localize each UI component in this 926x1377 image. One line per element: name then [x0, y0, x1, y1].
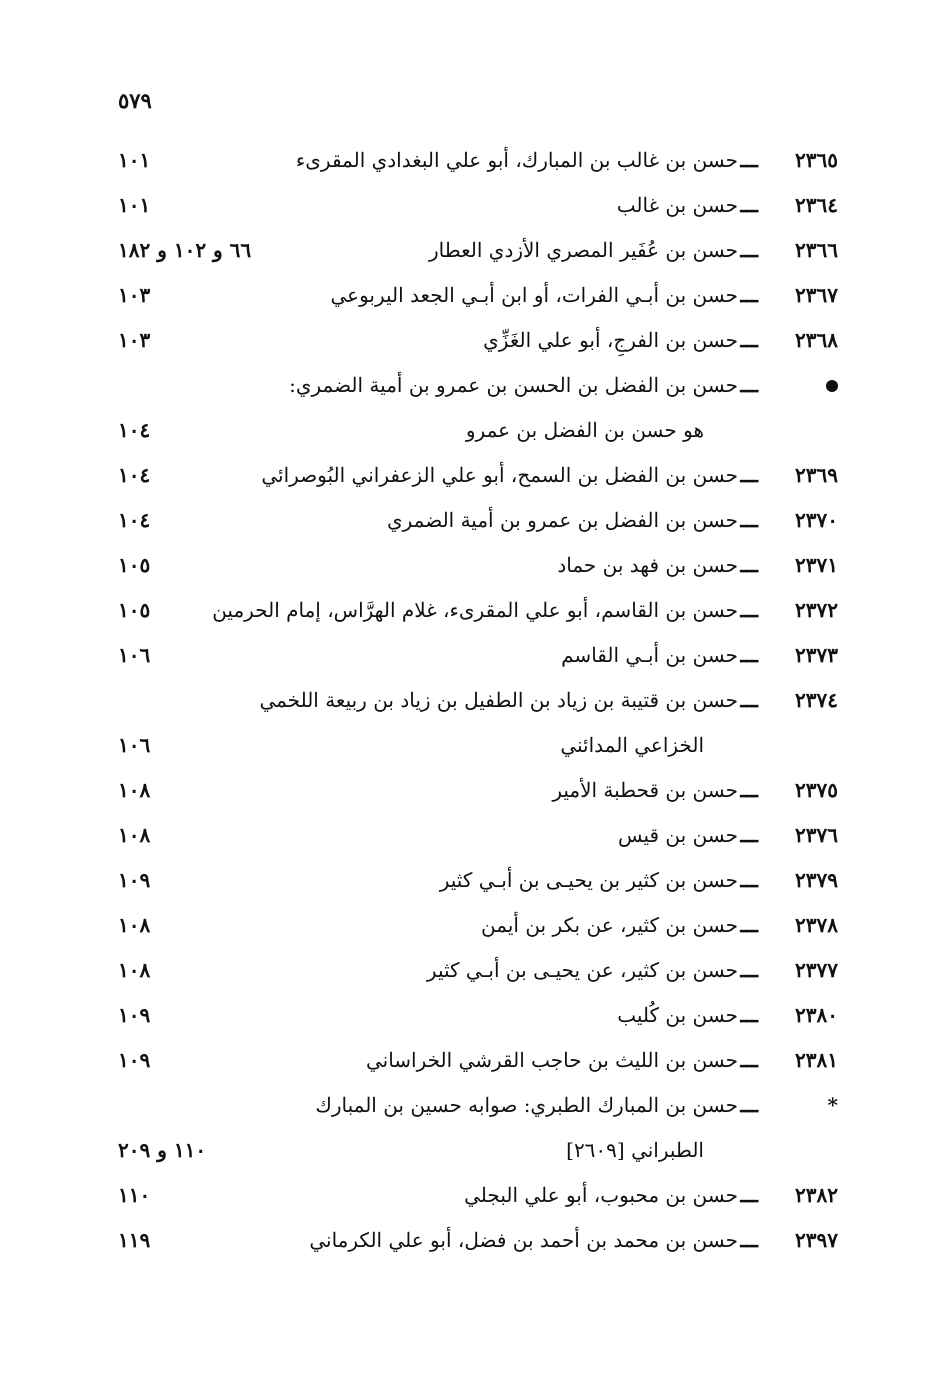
entry-name: حسن بن كثير، عن بكر بن أيمن	[481, 913, 738, 937]
index-entry	[0, 543, 926, 588]
index-entry	[0, 948, 926, 993]
entry-name: حسن بن الفضل بن الحسن بن عمرو بن أمية الضمري:	[289, 373, 738, 397]
entry-name: حسن بن كثير بن يحيـى بن أبـي كثير	[439, 868, 738, 892]
bullet-marker-icon	[826, 380, 838, 392]
entry-name: حسن بن قيس	[617, 823, 738, 847]
entry-pages: ١٠٣	[118, 283, 151, 307]
entry-dash: ـــ	[740, 238, 758, 262]
entry-number: ٢٣٧٩	[795, 868, 838, 892]
entry-pages: ١٠٨	[118, 823, 151, 847]
entry-pages: ١٠٥	[118, 598, 151, 622]
entry-dash: ـــ	[740, 643, 758, 667]
index-entry	[0, 318, 926, 363]
entry-name: حسن بن أبـي القاسم	[561, 643, 738, 667]
entry-pages: ١٠٤	[118, 418, 151, 442]
index-entry	[0, 453, 926, 498]
index-entry	[0, 588, 926, 633]
entry-dash: ـــ	[740, 1003, 758, 1027]
entry-dash: ـــ	[740, 778, 758, 802]
entry-pages: ١١٩	[118, 1228, 151, 1252]
entry-name: حسن بن القاسم، أبو علي المقرىء، غلام الهرَّاس، إمام الحرمين	[212, 598, 738, 622]
index-entry	[0, 768, 926, 813]
entry-dash: ـــ	[740, 328, 758, 352]
entry-dash: ـــ	[740, 283, 758, 307]
index-entry	[0, 273, 926, 318]
index-entry	[0, 678, 926, 723]
entry-dash: ـــ	[740, 148, 758, 172]
entry-number: ٢٣٦٨	[795, 328, 838, 352]
index-entry-continuation	[0, 1128, 926, 1173]
index-entry	[0, 183, 926, 228]
entry-pages: ١٠١	[118, 148, 151, 172]
entry-pages: ١٠٣	[118, 328, 151, 352]
entry-continuation: الخزاعي المدائني	[560, 733, 704, 757]
entry-pages: ١٠٦	[118, 643, 151, 667]
entry-number: ٢٣٧١	[795, 553, 838, 577]
entry-number: ٢٣٧٤	[795, 688, 838, 712]
entry-name: حسن بن محمد بن أحمد بن فضل، أبو علي الكرماني	[309, 1228, 738, 1252]
entry-pages: ١١٠	[118, 1183, 151, 1207]
index-entry	[0, 858, 926, 903]
entry-name: حسن بن الفرجِ، أبو علي الغَزِّي	[483, 328, 738, 352]
entry-name: حسن بن قحطبة الأمير	[552, 778, 738, 802]
entry-dash: ـــ	[740, 193, 758, 217]
entry-name: حسن بن كثير، عن يحيـى بن أبـي كثير	[426, 958, 738, 982]
entry-continuation: الطبراني [٢٦٠٩]	[566, 1138, 704, 1162]
entry-dash: ـــ	[740, 1048, 758, 1072]
entry-name: حسن بن المبارك الطبري: صوابه حسين بن المبارك	[315, 1093, 738, 1117]
entry-number: ٢٣٧٢	[795, 598, 838, 622]
asterisk-marker-icon: *	[827, 1093, 838, 1117]
entry-pages: ١٠٤	[118, 463, 151, 487]
entry-dash: ـــ	[740, 373, 758, 397]
entry-name: حسن بن أبـي الفرات، أو ابن أبـي الجعد اليربوعي	[330, 283, 738, 307]
entry-name: حسن بن غالب	[616, 193, 738, 217]
entry-pages: ١٠٦	[118, 733, 151, 757]
entry-pages: ١٠٥	[118, 553, 151, 577]
entry-name: حسن بن الفضل بن عمرو بن أمية الضمري	[386, 508, 738, 532]
entry-pages: ١٠٩	[118, 868, 151, 892]
entry-dash: ـــ	[740, 913, 758, 937]
entry-name: حسن بن غالب بن المبارك، أبو علي البغدادي المقرىء	[295, 148, 738, 172]
entry-dash: ـــ	[740, 688, 758, 712]
entry-name: حسن بن الليث بن حاجب القرشي الخراساني	[365, 1048, 738, 1072]
entry-pages: ١٠١	[118, 193, 151, 217]
index-list	[0, 138, 926, 1263]
entry-number: ٢٣٨٢	[795, 1183, 838, 1207]
entry-name: حسن بن الفضل بن السمح، أبو علي الزعفراني البُوصرائي	[261, 463, 738, 487]
index-entry	[0, 228, 926, 273]
entry-number: ٢٣٧٨	[795, 913, 838, 937]
index-entry	[0, 138, 926, 183]
index-entry	[0, 1038, 926, 1083]
entry-pages: ١٠٨	[118, 778, 151, 802]
entry-dash: ـــ	[740, 1093, 758, 1117]
entry-pages: ١١٠ و ٢٠٩	[118, 1138, 207, 1162]
entry-number: ٢٣٨٠	[795, 1003, 838, 1027]
entry-dash: ـــ	[740, 868, 758, 892]
entry-dash: ـــ	[740, 508, 758, 532]
entry-number: ٢٣٧٠	[795, 508, 838, 532]
index-entry	[0, 813, 926, 858]
entry-number: ٢٣٩٧	[795, 1228, 838, 1252]
entry-number: ٢٣٧٣	[795, 643, 838, 667]
entry-number: ٢٣٦٧	[795, 283, 838, 307]
index-entry	[0, 993, 926, 1038]
index-entry-continuation	[0, 723, 926, 768]
index-entry-crossref	[0, 363, 926, 408]
entry-name: حسن بن قتيبة بن زياد بن الطفيل بن زياد بن ربيعة اللخمي	[259, 688, 738, 712]
entry-pages: ١٠٨	[118, 958, 151, 982]
page-number: ٥٧٩	[118, 88, 152, 113]
index-entry	[0, 1218, 926, 1263]
entry-pages: ٦٦ و ١٠٢ و ١٨٢	[118, 238, 252, 262]
entry-name: حسن بن فهد بن حماد	[557, 553, 738, 577]
entry-number: ٢٣٧٦	[795, 823, 838, 847]
entry-continuation: هو حسن بن الفضل بن عمرو	[465, 418, 704, 442]
entry-number: ٢٣٦٩	[795, 463, 838, 487]
entry-dash: ـــ	[740, 1228, 758, 1252]
index-entry-continuation	[0, 408, 926, 453]
index-entry	[0, 633, 926, 678]
index-entry	[0, 498, 926, 543]
entry-number: ٢٣٦٥	[795, 148, 838, 172]
entry-dash: ـــ	[740, 463, 758, 487]
entry-dash: ـــ	[740, 823, 758, 847]
entry-number: ٢٣٨١	[795, 1048, 838, 1072]
entry-dash: ـــ	[740, 598, 758, 622]
entry-name: حسن بن عُفَير المصري الأزدي العطار	[428, 238, 738, 262]
entry-number: ٢٣٧٧	[795, 958, 838, 982]
index-entry	[0, 903, 926, 948]
entry-pages: ١٠٨	[118, 913, 151, 937]
entry-number: ٢٣٦٦	[795, 238, 838, 262]
entry-number: ٢٣٧٥	[795, 778, 838, 802]
entry-pages: ١٠٩	[118, 1003, 151, 1027]
entry-pages: ١٠٤	[118, 508, 151, 532]
entry-dash: ـــ	[740, 1183, 758, 1207]
index-entry	[0, 1173, 926, 1218]
entry-name: حسن بن محبوب، أبو علي البجلي	[464, 1183, 738, 1207]
index-entry-crossref	[0, 1083, 926, 1128]
entry-number: ٢٣٦٤	[795, 193, 838, 217]
entry-dash: ـــ	[740, 553, 758, 577]
entry-pages: ١٠٩	[118, 1048, 151, 1072]
entry-dash: ـــ	[740, 958, 758, 982]
entry-name: حسن بن كُليب	[617, 1003, 738, 1027]
